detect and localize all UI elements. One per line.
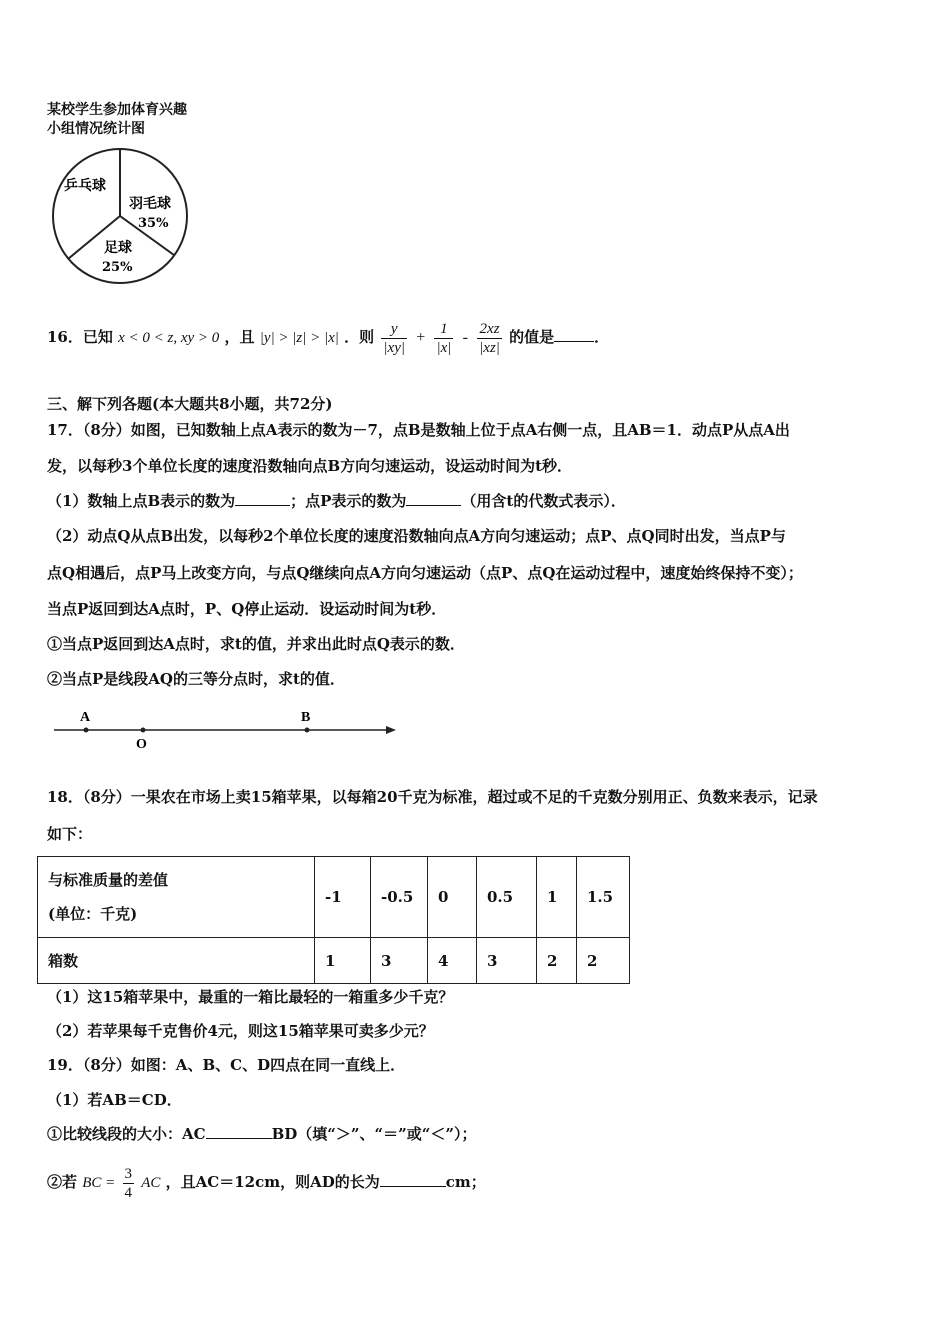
q16-fraction-2 — [434, 320, 453, 357]
q18-sub1: （1）这15箱苹果中，最重的一箱比最轻的一箱重多少千克？ — [47, 988, 454, 1006]
table-header-difference-line2: (单位：千克) — [48, 905, 138, 923]
q16-condition: x < 0 < z, xy > 0 — [118, 330, 220, 346]
q16-tail: 的值是 — [509, 328, 555, 346]
q19-formula-fraction — [123, 1165, 135, 1202]
q18-line2: 如下： — [47, 825, 93, 843]
q19-formula-rhs: AC — [141, 1175, 161, 1191]
q17-part1-b: ；点P表示的数为 — [290, 492, 407, 510]
q19-line4 — [47, 1160, 486, 1205]
q18-line1: 18．（8分）一果农在市场上卖15箱苹果，以每箱20千克为标准，超过或不足的千克数分别用正、负数来表示，记录 — [47, 788, 818, 806]
q19-given: ，且AC＝12cm，则AD的长为 — [165, 1173, 380, 1191]
pie-title-line2: 小组情况统计图 — [47, 121, 145, 137]
q16-plus: + — [416, 329, 426, 346]
q16-minus: - — [462, 329, 468, 346]
pie-percent-football: 25% — [102, 260, 133, 275]
q17-line6: 当点P返回到达A点时，P、Q停止运动．设运动时间为t秒． — [47, 600, 447, 618]
table-cell: 0.5 — [477, 857, 537, 938]
pie-chart — [46, 140, 196, 290]
table-cell: 1 — [315, 938, 371, 984]
q16-frac2-num: 1 — [440, 320, 448, 337]
point-o — [141, 728, 146, 733]
point-b — [305, 728, 310, 733]
q19-formula-num: 3 — [124, 1165, 133, 1182]
q17-line7: ①当点P返回到达A点时，求t的值，并求出此时点Q表示的数． — [47, 635, 465, 653]
table-cell: 1 — [537, 857, 577, 938]
q16-end: ． — [594, 328, 610, 346]
table-cell: 4 — [428, 938, 477, 984]
table-row-box-count — [38, 938, 630, 984]
table-cell: 2 — [537, 938, 577, 984]
q17-line8: ②当点P是线段AQ的三等分点时，求t的值． — [47, 670, 345, 688]
q19-compare-b: BD（填“＞”、“＝”或“＜”）； — [271, 1125, 477, 1143]
q16-then: ．则 — [344, 328, 375, 346]
pie-label-pingpong: 乒乓球 — [64, 178, 106, 194]
q16-abs-condition: |y| > |z| > |x| — [259, 330, 339, 346]
q19-line2: （1）若AB＝CD． — [47, 1091, 182, 1109]
q19-if: ②若 — [47, 1173, 78, 1191]
table-cell: 0 — [428, 857, 477, 938]
q17-part1-c: （用含t的代数式表示）． — [461, 492, 626, 510]
point-a-label: A — [80, 710, 91, 725]
table-cell: 2 — [577, 938, 630, 984]
q16-and: ，且 — [224, 328, 255, 346]
question-16 — [47, 313, 609, 362]
pie-label-football: 足球 — [104, 240, 132, 256]
q17-blank-b — [235, 491, 290, 506]
q19-line1: 19．（8分）如图：A、B、C、D四点在同一直线上． — [47, 1056, 406, 1074]
table-header-difference — [38, 857, 315, 938]
table-header-difference-line1: 与标准质量的差值 — [48, 871, 169, 889]
pie-percent-badminton: 35% — [138, 216, 169, 231]
table-row-difference — [38, 857, 630, 938]
q19-line3 — [47, 1124, 477, 1144]
point-b-label: B — [301, 710, 311, 725]
q16-fraction-3 — [477, 320, 502, 357]
number-line-arrow-icon — [386, 726, 396, 734]
q16-frac2-den: |x| — [436, 339, 452, 356]
q16-frac1-den: |xy| — [383, 339, 405, 356]
q17-blank-p — [406, 491, 461, 506]
q19-formula-den: 4 — [124, 1184, 133, 1201]
q16-answer-blank — [554, 327, 594, 342]
number-line-diagram — [50, 705, 410, 755]
q19-compare-blank — [206, 1124, 272, 1139]
table-cell: -0.5 — [371, 857, 428, 938]
section-3-heading: 三、解下列各题(本大题共8小题，共72分) — [47, 395, 333, 413]
point-o-label: O — [136, 737, 147, 752]
pie-title-line1: 某校学生参加体育兴趣 — [47, 102, 187, 118]
apple-weight-table — [37, 856, 630, 984]
pie-label-badminton: 羽毛球 — [129, 196, 171, 212]
q19-compare-a: ①比较线段的大小：AC — [47, 1125, 206, 1143]
q19-ad-blank — [380, 1172, 446, 1187]
q16-frac3-num: 2xz — [479, 320, 500, 337]
q16-fraction-1 — [381, 320, 407, 357]
q17-line4: （2）动点Q从点B出发，以每秒2个单位长度的速度沿数轴向点A方向匀速运动；点P、点Q同时出发，当点P与 — [47, 527, 786, 545]
q17-line3 — [47, 491, 626, 511]
table-header-box-count: 箱数 — [38, 938, 315, 984]
point-a — [84, 728, 89, 733]
q16-frac3-den: |xz| — [479, 339, 500, 356]
table-cell: -1 — [315, 857, 371, 938]
q17-line1: 17．（8分）如图，已知数轴上点A表示的数为－7，点B是数轴上位于点A右侧一点，且AB＝1．动点P从点A出 — [47, 421, 790, 439]
q18-sub2: （2）若苹果每千克售价4元，则这15箱苹果可卖多少元？ — [47, 1022, 434, 1040]
table-cell: 3 — [477, 938, 537, 984]
table-cell: 3 — [371, 938, 428, 984]
table-cell: 1.5 — [577, 857, 630, 938]
q16-number: 16．已知 — [47, 328, 113, 346]
q19-unit: cm； — [445, 1173, 486, 1191]
q17-line2: 发，以每秒3个单位长度的速度沿数轴向点B方向匀速运动，设运动时间为t秒． — [47, 457, 573, 475]
q19-formula-lhs: BC = — [82, 1175, 116, 1191]
q16-frac1-num: y — [390, 320, 398, 337]
q17-line5: 点Q相遇后，点P马上改变方向，与点Q继续向点A方向匀速运动（点P、点Q在运动过程中，速度始终保持不变）； — [47, 564, 803, 582]
q17-part1-a: （1）数轴上点B表示的数为 — [47, 492, 236, 510]
